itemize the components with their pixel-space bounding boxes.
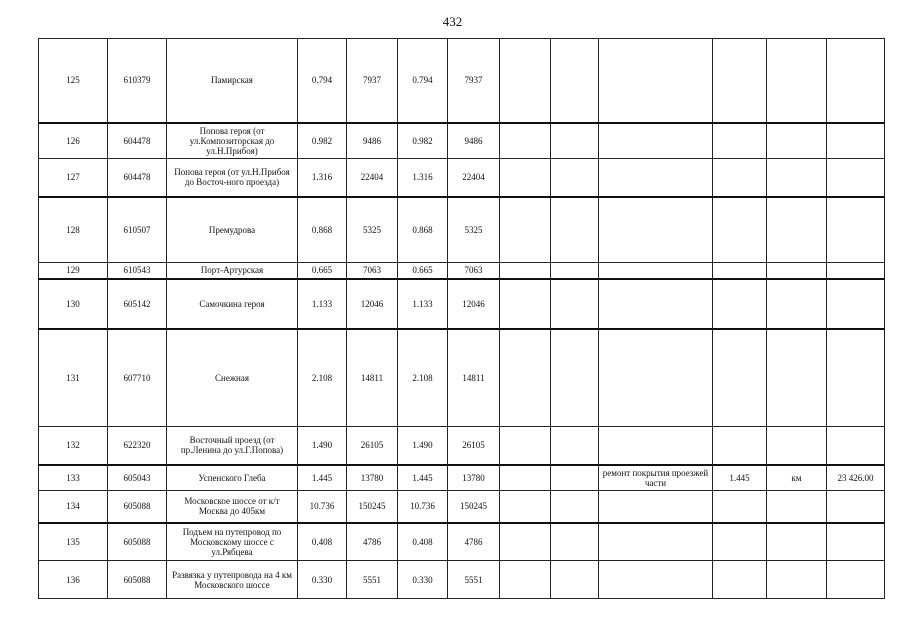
area-1: 4786 xyxy=(347,523,398,561)
row-number: 125 xyxy=(39,39,108,123)
unit xyxy=(767,159,827,197)
empty-cell xyxy=(500,427,551,465)
table-row xyxy=(39,39,885,123)
road-name: Подъем на путепровод по Московскому шоссе с ул.Рябцева xyxy=(167,523,298,561)
row-number: 130 xyxy=(39,279,108,329)
road-code: 610543 xyxy=(108,263,167,279)
length-1: 0.794 xyxy=(298,39,347,123)
length-1: 1.490 xyxy=(298,427,347,465)
empty-cell xyxy=(500,279,551,329)
roads-table xyxy=(38,38,885,599)
work-type: ремонт покрытия проезжей части xyxy=(599,465,713,491)
empty-cell xyxy=(551,123,599,159)
road-name: Памирская xyxy=(167,39,298,123)
table-row xyxy=(39,523,885,561)
length-2: 0.330 xyxy=(398,561,448,599)
road-code: 605088 xyxy=(108,561,167,599)
work-type xyxy=(599,427,713,465)
length-2: 1.445 xyxy=(398,465,448,491)
cost: 23 426.00 xyxy=(827,465,885,491)
empty-cell xyxy=(500,159,551,197)
area-2: 14811 xyxy=(448,329,500,427)
table-row xyxy=(39,427,885,465)
empty-cell xyxy=(500,491,551,523)
row-number: 128 xyxy=(39,197,108,263)
work-length xyxy=(713,491,767,523)
road-name: Премудрова xyxy=(167,197,298,263)
road-name: Московское шоссе от к/т Москва до 405км xyxy=(167,491,298,523)
empty-cell xyxy=(500,523,551,561)
row-number: 127 xyxy=(39,159,108,197)
area-2: 22404 xyxy=(448,159,500,197)
table-row xyxy=(39,123,885,159)
road-code: 607710 xyxy=(108,329,167,427)
area-2: 12046 xyxy=(448,279,500,329)
unit xyxy=(767,523,827,561)
table-row xyxy=(39,279,885,329)
cost xyxy=(827,279,885,329)
area-2: 5325 xyxy=(448,197,500,263)
length-2: 1.316 xyxy=(398,159,448,197)
area-1: 5325 xyxy=(347,197,398,263)
length-2: 0.665 xyxy=(398,263,448,279)
cost xyxy=(827,39,885,123)
unit xyxy=(767,279,827,329)
work-length xyxy=(713,39,767,123)
road-name: Успенского Глеба xyxy=(167,465,298,491)
empty-cell xyxy=(551,329,599,427)
cost xyxy=(827,491,885,523)
length-2: 0.794 xyxy=(398,39,448,123)
work-length xyxy=(713,279,767,329)
area-2: 13780 xyxy=(448,465,500,491)
length-2: 1.490 xyxy=(398,427,448,465)
work-length xyxy=(713,561,767,599)
work-length xyxy=(713,523,767,561)
road-code: 605043 xyxy=(108,465,167,491)
length-1: 0.408 xyxy=(298,523,347,561)
empty-cell xyxy=(551,197,599,263)
row-number: 136 xyxy=(39,561,108,599)
area-1: 22404 xyxy=(347,159,398,197)
length-1: 0.665 xyxy=(298,263,347,279)
road-code: 622320 xyxy=(108,427,167,465)
area-2: 26105 xyxy=(448,427,500,465)
length-1: 2.108 xyxy=(298,329,347,427)
work-type xyxy=(599,39,713,123)
area-1: 13780 xyxy=(347,465,398,491)
work-type xyxy=(599,159,713,197)
table-row xyxy=(39,465,885,491)
work-type xyxy=(599,123,713,159)
road-code: 610507 xyxy=(108,197,167,263)
work-type xyxy=(599,263,713,279)
work-type xyxy=(599,329,713,427)
row-number: 129 xyxy=(39,263,108,279)
empty-cell xyxy=(551,39,599,123)
length-1: 1.445 xyxy=(298,465,347,491)
road-name: Самочкина героя xyxy=(167,279,298,329)
table-row xyxy=(39,561,885,599)
length-1: 0.868 xyxy=(298,197,347,263)
work-length xyxy=(713,123,767,159)
table-row xyxy=(39,329,885,427)
unit xyxy=(767,329,827,427)
area-2: 5551 xyxy=(448,561,500,599)
length-1: 0.330 xyxy=(298,561,347,599)
area-2: 7063 xyxy=(448,263,500,279)
work-type xyxy=(599,279,713,329)
row-number: 135 xyxy=(39,523,108,561)
cost xyxy=(827,561,885,599)
empty-cell xyxy=(500,465,551,491)
road-name: Снежная xyxy=(167,329,298,427)
road-code: 605142 xyxy=(108,279,167,329)
work-type xyxy=(599,561,713,599)
unit xyxy=(767,39,827,123)
area-2: 150245 xyxy=(448,491,500,523)
length-1: 10.736 xyxy=(298,491,347,523)
road-code: 605088 xyxy=(108,523,167,561)
empty-cell xyxy=(500,561,551,599)
table-row xyxy=(39,197,885,263)
row-number: 131 xyxy=(39,329,108,427)
empty-cell xyxy=(551,159,599,197)
cost xyxy=(827,263,885,279)
area-2: 7937 xyxy=(448,39,500,123)
unit xyxy=(767,491,827,523)
length-2: 0.868 xyxy=(398,197,448,263)
empty-cell xyxy=(500,39,551,123)
length-2: 2.108 xyxy=(398,329,448,427)
work-length xyxy=(713,427,767,465)
row-number: 132 xyxy=(39,427,108,465)
empty-cell xyxy=(551,491,599,523)
road-code: 610379 xyxy=(108,39,167,123)
area-1: 14811 xyxy=(347,329,398,427)
work-length xyxy=(713,263,767,279)
cost xyxy=(827,123,885,159)
length-2: 0.408 xyxy=(398,523,448,561)
road-name: Попова героя (от ул.Композиторская до ул.Н.Прибоя) xyxy=(167,123,298,159)
length-2: 10.736 xyxy=(398,491,448,523)
area-1: 12046 xyxy=(347,279,398,329)
road-code: 605088 xyxy=(108,491,167,523)
road-name: Развязка у путепровода на 4 км Московского шоссе xyxy=(167,561,298,599)
length-2: 1.133 xyxy=(398,279,448,329)
work-type xyxy=(599,523,713,561)
table-row xyxy=(39,491,885,523)
road-name: Порт-Артурская xyxy=(167,263,298,279)
unit xyxy=(767,197,827,263)
work-length xyxy=(713,159,767,197)
row-number: 133 xyxy=(39,465,108,491)
empty-cell xyxy=(500,329,551,427)
empty-cell xyxy=(551,465,599,491)
road-name: Попова героя (от ул.Н.Прибоя до Восточ-ного проезда) xyxy=(167,159,298,197)
row-number: 134 xyxy=(39,491,108,523)
area-1: 26105 xyxy=(347,427,398,465)
road-code: 604478 xyxy=(108,123,167,159)
length-2: 0.982 xyxy=(398,123,448,159)
work-type xyxy=(599,197,713,263)
cost xyxy=(827,523,885,561)
row-number: 126 xyxy=(39,123,108,159)
area-1: 5551 xyxy=(347,561,398,599)
area-1: 7063 xyxy=(347,263,398,279)
area-2: 4786 xyxy=(448,523,500,561)
area-1: 150245 xyxy=(347,491,398,523)
length-1: 1.316 xyxy=(298,159,347,197)
unit xyxy=(767,263,827,279)
empty-cell xyxy=(551,427,599,465)
work-length: 1.445 xyxy=(713,465,767,491)
page-number: 432 xyxy=(442,14,463,29)
road-code: 604478 xyxy=(108,159,167,197)
empty-cell xyxy=(500,197,551,263)
empty-cell xyxy=(551,263,599,279)
area-2: 9486 xyxy=(448,123,500,159)
empty-cell xyxy=(500,263,551,279)
table-row xyxy=(39,159,885,197)
length-1: 0.982 xyxy=(298,123,347,159)
unit: км xyxy=(767,465,827,491)
empty-cell xyxy=(500,123,551,159)
unit xyxy=(767,561,827,599)
empty-cell xyxy=(551,523,599,561)
area-1: 7937 xyxy=(347,39,398,123)
cost xyxy=(827,427,885,465)
table-row xyxy=(39,263,885,279)
cost xyxy=(827,159,885,197)
area-1: 9486 xyxy=(347,123,398,159)
unit xyxy=(767,427,827,465)
work-length xyxy=(713,197,767,263)
work-length xyxy=(713,329,767,427)
unit xyxy=(767,123,827,159)
empty-cell xyxy=(551,561,599,599)
length-1: 1.133 xyxy=(298,279,347,329)
empty-cell xyxy=(551,279,599,329)
work-type xyxy=(599,491,713,523)
road-name: Восточный проезд (от пр.Ленина до ул.Г.Попова) xyxy=(167,427,298,465)
cost xyxy=(827,329,885,427)
cost xyxy=(827,197,885,263)
